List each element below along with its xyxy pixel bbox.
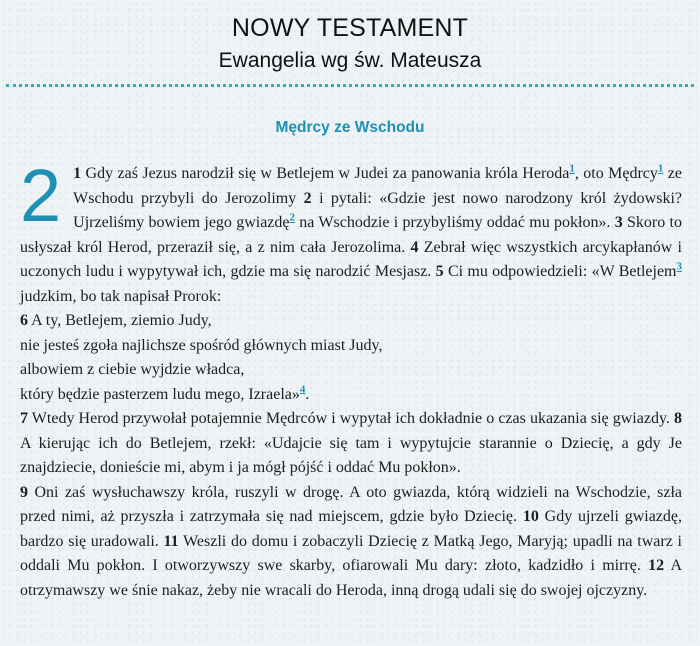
verse-text-3: Skoro to usłyszał król Herod, przeraził się, a z nim cała Jerozolima. (20, 214, 682, 256)
verse-text-6-line1: A ty, Betlejem, ziemio Judy, (28, 312, 212, 329)
verse-text-5b: judzkim, bo tak napisał Prorok: (20, 287, 222, 305)
verse-text-1b: , oto Mędrcy (574, 165, 658, 182)
verse-number-5: 5 (435, 263, 444, 280)
verses-1-5 (20, 154, 682, 309)
verse-text-1c: ze Wschodu przybyli do Jerozolimy (73, 165, 682, 207)
verse-text-10: Gdy ujrzeli gwiazdę, bardzo się uradowali. (20, 508, 682, 550)
section-heading: Mędrcy ze Wschodu (275, 119, 425, 136)
verse-text-2a: i pytali: «Gdzie jest nowo narodzony król żydowski? Ujrzeliśmy bowiem jego gwiazdę (73, 189, 682, 231)
footnote-link-1[interactable]: 1 (569, 162, 575, 175)
verse-number-1: 1 (73, 165, 82, 182)
verse-text-1a: Gdy zaś Jezus narodził się w Betlejem w Judei za panowania króla Heroda (81, 165, 570, 182)
verse-number-7: 7 (20, 410, 28, 427)
verse-number-9: 9 (20, 483, 28, 501)
verse-text-6-end: . (305, 385, 310, 403)
verse-number-3: 3 (614, 214, 623, 231)
verse-number-12: 12 (648, 557, 665, 574)
page-header (0, 0, 700, 76)
poetry-line-4 (20, 383, 682, 408)
verses-7-8 (20, 407, 682, 481)
poetry-line-3: albowiem z ciebie wyjdzie władca, (20, 361, 245, 378)
footnote-link-1b[interactable]: 1 (657, 162, 664, 175)
verse-text-6-line4: który będzie pasterzem ludu mego, Izraela» (20, 385, 300, 403)
footnote-link-2[interactable]: 2 (289, 211, 296, 224)
verse-text-9: Oni zaś wysłuchawszy króla, ruszyli w drogę. A oto gwiazda, którą widzieli na Wschodzie, szła przed nimi, aż przyszła i zatrzymała się nad miejscem, gdzie było Dziecię. (20, 483, 682, 525)
verse-number-2: 2 (303, 189, 312, 207)
dotted-divider (6, 84, 694, 87)
verse-number-6: 6 (20, 312, 28, 329)
verse-text-2b: na Wschodzie i przybyliśmy oddać mu pokłon». (295, 214, 615, 231)
verse-number-8: 8 (674, 410, 682, 427)
footnote-link-3[interactable]: 3 (676, 260, 682, 273)
verses-9-12 (20, 481, 682, 604)
verse-text-8: A kierując ich do Betlejem, rzekł: «Udajcie się tam i wypytujcie starannie o Dziecię, a gdy Je znajdziecie, donieście mi, abym i ja mógł pójść i oddać Mu pokłon». (20, 434, 682, 476)
verse-text-7: Wtedy Herod przywołał potajemnie Mędrców i wypytał ich dokładnie o czas ukazania się gwiazdy. (28, 410, 674, 427)
book-title: NOWY TESTAMENT (231, 14, 469, 42)
verse-number-10: 10 (522, 508, 539, 525)
verse-number-4: 4 (410, 238, 419, 256)
poetry-line-1 (20, 309, 682, 334)
verse-text-5a: Ci mu odpowiedzieli: «W Betlejem (443, 263, 677, 280)
scripture-text (20, 154, 683, 603)
verse-number-11: 11 (163, 532, 179, 550)
poetry-line-2: nie jesteś zgoła najlichsze spośród głównych miast Judy, (20, 336, 383, 354)
verse-text-12: A otrzymawszy we śnie nakaz, żeby nie wracali do Heroda, inną drogą udali się do swojej ojczyzny. (20, 557, 682, 599)
footnote-link-4[interactable]: 4 (299, 383, 306, 396)
gospel-title: Ewangelia wg św. Mateusza (218, 49, 482, 72)
chapter-number: 2 (20, 154, 62, 237)
verse-text-11: Weszli do domu i zobaczyli Dziecię z Matką Jego, Maryją; upadli na twarz i oddali Mu pokłon. I otworzywszy swe skarby, ofiarowali Mu dary: złoto, kadzidło i mirrę. (20, 532, 683, 574)
verse-text-4: Zebrał więc wszystkich arcykapłanów i uczonych ludu i wypytywał ich, gdzie ma się narodzić Mesjasz. (20, 238, 682, 280)
